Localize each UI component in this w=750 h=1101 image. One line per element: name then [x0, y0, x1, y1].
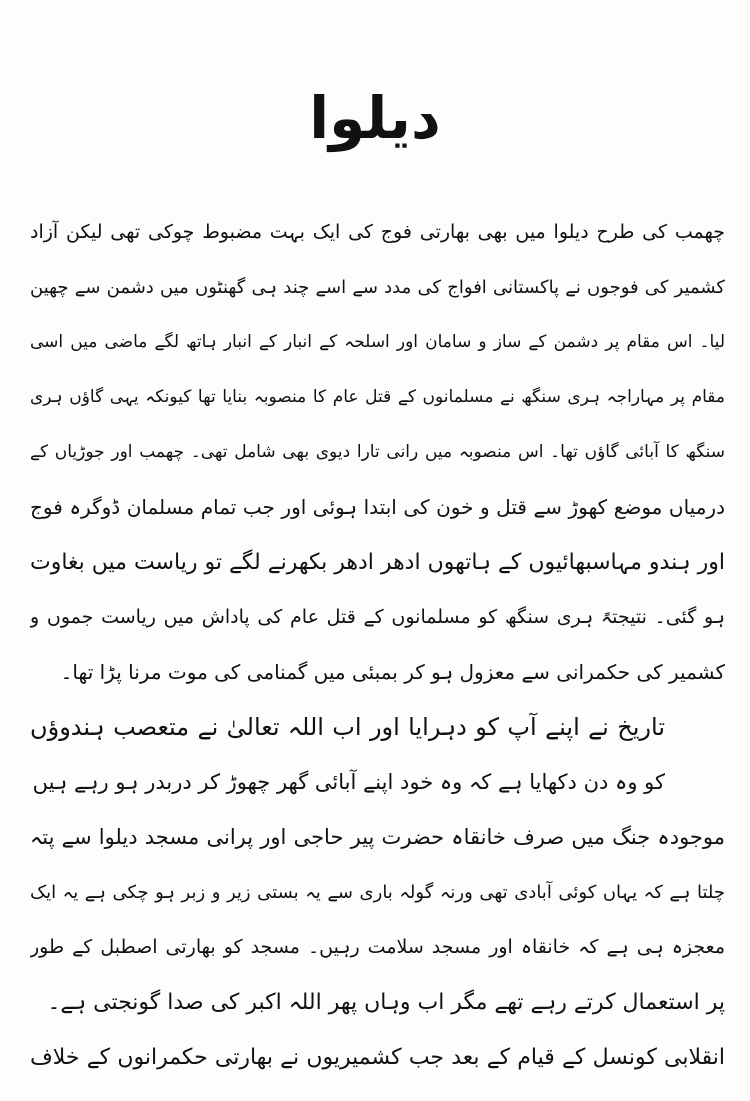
text-line: لیا۔ اس مقام پر دشمن کے ساز و سامان اور اسلحہ کے انبار کے انبار ہاتھ لگے ماضی میں اسی — [30, 332, 725, 352]
text-line: کشمیر کی فوجوں نے پاکستانی افواج کی مدد سے اسے چند ہی گھنٹوں میں دشمن سے چھین — [30, 277, 725, 298]
text-line: مقام پر مہاراجہ ہری سنگھ نے مسلمانوں کے قتل عام کا منصوبہ بنایا تھا کیونکہ یہی گاؤں ہری — [30, 387, 725, 407]
text-line: سنگھ کا آبائی گاؤں تھا۔ اس منصوبہ میں رانی تارا دیوی بھی شامل تھی۔ چھمب اور جوڑیاں کے — [30, 442, 725, 462]
text-line: اور ہندو مہاسبھائیوں کے ہاتھوں ادھر ادھر بکھرنے لگے تو ریاست میں بغاوت — [30, 550, 725, 575]
text-line: پر استعمال کرتے رہے تھے مگر اب وہاں پھر اللہ اکبر کی صدا گونجتی ہے۔ — [47, 990, 725, 1015]
text-line: تاریخ نے اپنے آپ کو دہرایا اور اب اللہ تعالیٰ نے متعصب ہندوؤں — [30, 713, 665, 741]
text-line: درمیاں موضع کھوڑ سے قتل و خون کی ابتدا ہوئی اور جب تمام مسلمان ڈوگرہ فوج — [30, 495, 725, 519]
text-line: چلتا ہے کہ یہاں کوئی آبادی تھی ورنہ گولہ باری سے یہ بستی زیر و زبر ہو چکی ہے یہ ایک — [30, 882, 725, 903]
text-line: کو وہ دن دکھایا ہے کہ وہ خود اپنے آبائی گھر چھوڑ کر دربدر ہو رہے ہیں — [32, 770, 665, 794]
text-line: معجزہ ہی ہے کہ خانقاہ اور مسجد سلامت رہیں۔ مسجد کو بھارتی اصطبل کے طور — [30, 936, 725, 958]
text-line: موجودہ جنگ میں صرف خانقاہ حضرت پیر حاجی اور پرانی مسجد دیلوا سے پتہ — [30, 825, 725, 849]
page-title: دیلوا — [309, 84, 441, 152]
text-line: چھمب کی طرح دیلوا میں بھی بھارتی فوج کی ایک بہت مضبوط چوکی تھی لیکن آزاد — [30, 221, 725, 243]
text-line: ہو گئی۔ نتیجتہً ہری سنگھ کو مسلمانوں کے قتل عام کی پاداش میں ریاست جموں و — [30, 606, 725, 628]
text-line: انقلابی کونسل کے قیام کے بعد جب کشمیریوں نے بھارتی حکمرانوں کے خلاف — [30, 1045, 725, 1070]
article-body — [30, 205, 725, 1085]
text-line: کشمیر کی حکمرانی سے معزول ہو کر بمبئی میں گمنامی کی موت مرنا پڑا تھا۔ — [60, 660, 725, 684]
